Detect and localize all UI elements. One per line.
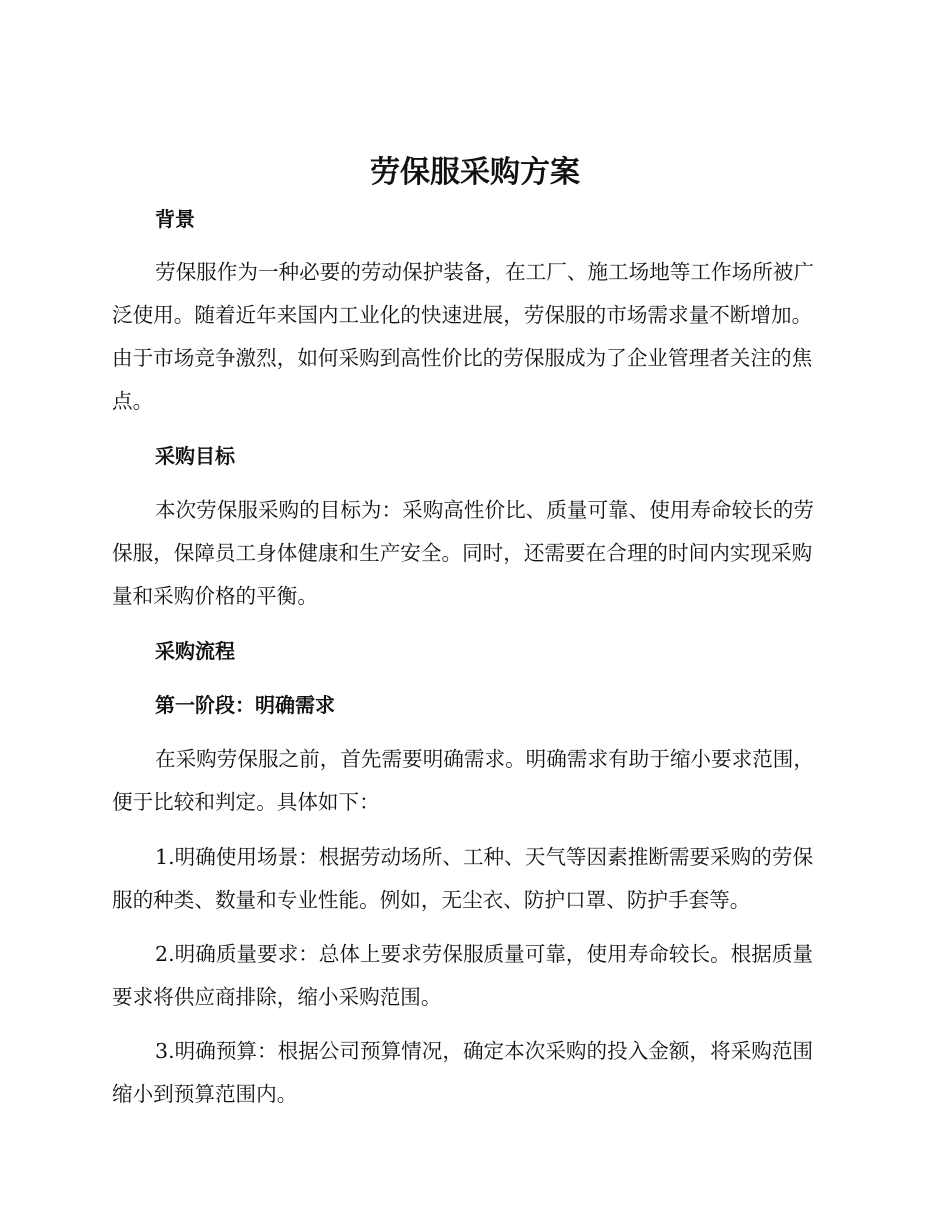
section-heading-background: 背景 <box>155 207 195 231</box>
list-item-usage-scenario: 1.明确使用场景：根据劳动场所、工种、天气等因素推断需要采购的劳保服的种类、数量和专业性能。例如，无尘衣、防护口罩、防护手套等。 <box>112 845 814 912</box>
section-heading-process: 采购流程 <box>155 639 235 663</box>
paragraph-goal: 本次劳保服采购的目标为：采购高性价比、质量可靠、使用寿命较长的劳保服，保障员工身体健康和生产安全。同时，还需要在合理的时间内实现采购量和采购价格的平衡。 <box>112 498 814 608</box>
section-heading-stage1: 第一阶段：明确需求 <box>155 693 335 717</box>
list-item-quality-requirement: 2.明确质量要求：总体上要求劳保服质量可靠，使用寿命较长。根据质量要求将供应商排除，缩小采购范围。 <box>112 942 814 1009</box>
paragraph-background: 劳保服作为一种必要的劳动保护装备，在工厂、施工场地等工作场所被广泛使用。随着近年来国内工业化的快速进展，劳保服的市场需求量不断增加。由于市场竞争激烈，如何采购到高性价比的劳保服成为了企业管理者关注的焦点。 <box>112 260 814 413</box>
list-item-budget: 3.明确预算：根据公司预算情况，确定本次采购的投入金额，将采购范围缩小到预算范围内。 <box>112 1039 814 1106</box>
section-heading-goal: 采购目标 <box>155 444 235 468</box>
document-title: 劳保服采购方案 <box>370 155 580 190</box>
paragraph-stage1-intro: 在采购劳保服之前，首先需要明确需求。明确需求有助于缩小要求范围，便于比较和判定。具体如下： <box>112 747 814 814</box>
